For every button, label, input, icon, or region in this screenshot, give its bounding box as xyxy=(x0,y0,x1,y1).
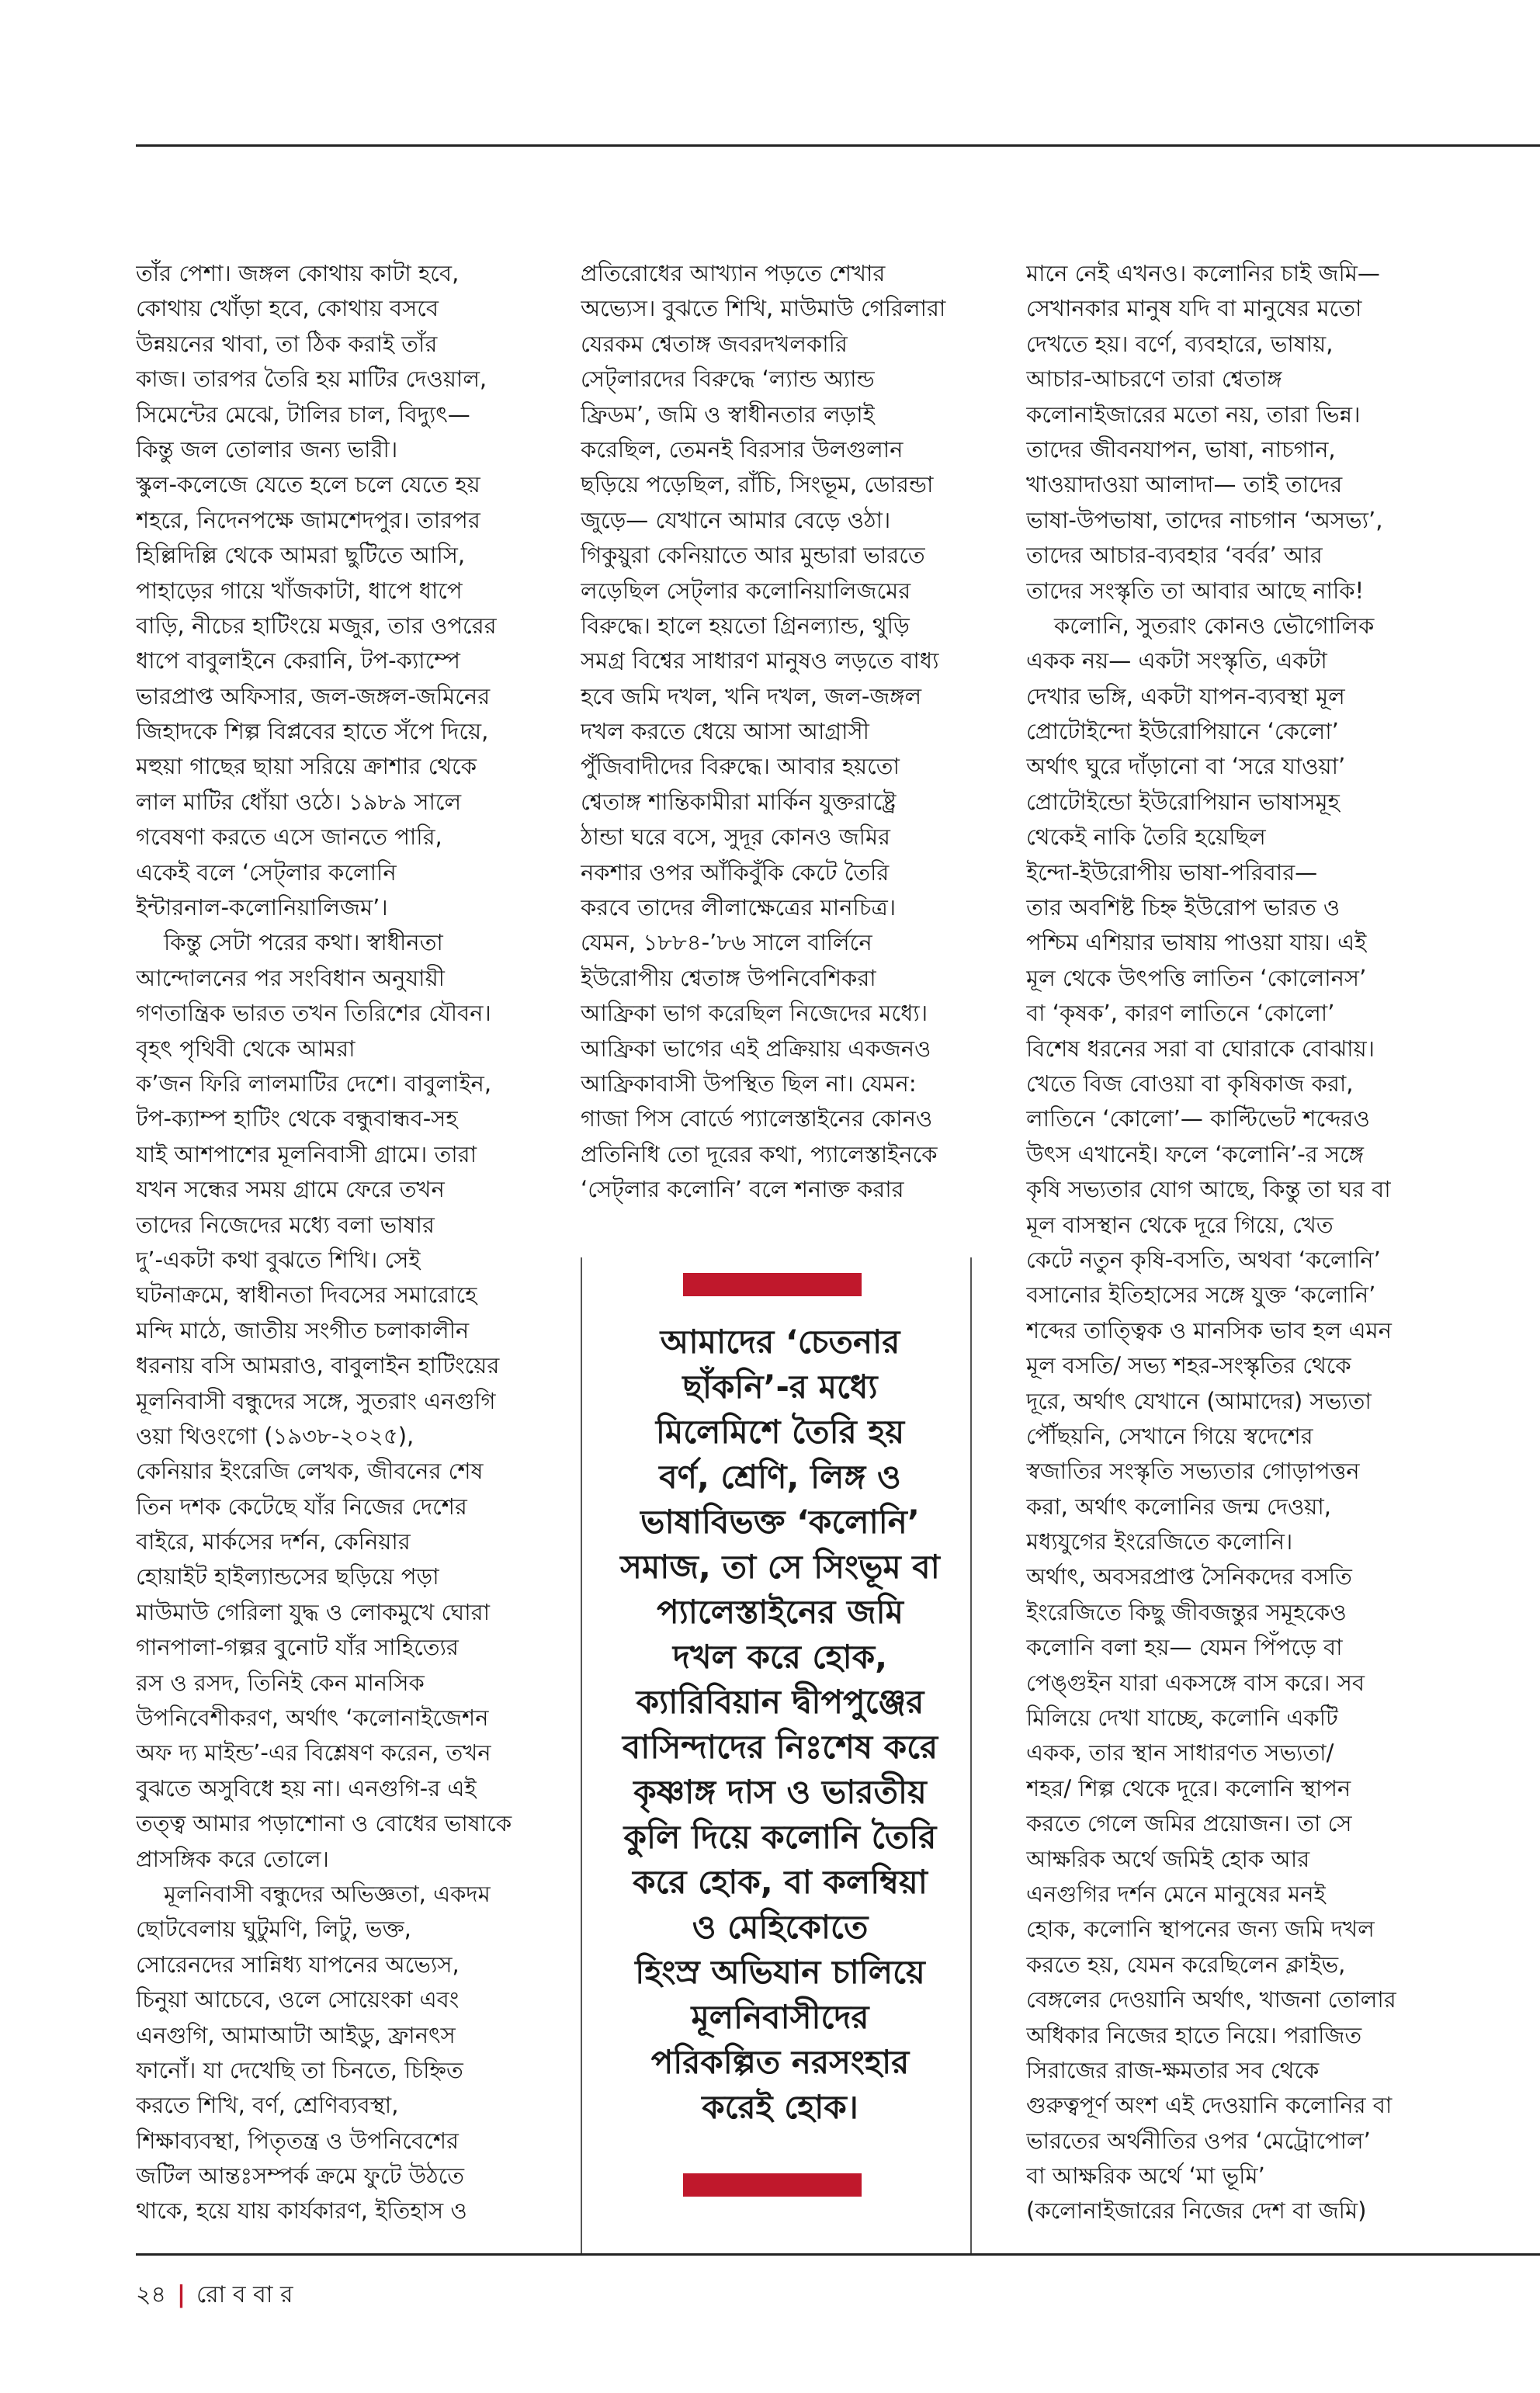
text-line: স্কুল-কলেজে যেতে হলে চলে যেতে হয় xyxy=(136,471,480,498)
text-line: বা ‘কৃষক’, কারণ লাতিনে ‘কোলো’ xyxy=(1026,1000,1335,1027)
text-line: অধিকার নিজের হাতে নিয়ে। পরাজিত xyxy=(1026,2021,1362,2048)
text-line: থাকে, হয়ে যায় কার্যকারণ, ইতিহাস ও xyxy=(136,2197,467,2225)
text-line: হোয়াইট হাইল্যান্ডসের ছড়িয়ে পড়া xyxy=(136,1563,439,1590)
text-line: তাদের সংস্কৃতি তা আবার আছে নাকি! xyxy=(1026,577,1365,604)
pullquote-line: ছাঁকনি’-র মধ্যে xyxy=(682,1368,878,1406)
text-line: ধাপে বাবুলাইনে কেরানি, টপ-ক্যাম্পে xyxy=(136,647,460,675)
text-line: কাজ। তারপর তৈরি হয় মাটির দেওয়াল, xyxy=(136,366,487,393)
magazine-name: রো ব বা র xyxy=(196,2281,293,2308)
pullquote-line: ও মেহিকোতে xyxy=(692,1908,869,1946)
text-line: জুড়ে— যেখানে আমার বেড়ে ওঠা। xyxy=(581,506,891,533)
text-line: দেখার ভঙ্গি, একটা যাপন-ব্যবস্থা মূল xyxy=(1026,682,1345,709)
text-line: হিল্লিদিল্লি থেকে আমরা ছুটিতে আসি, xyxy=(136,542,466,569)
pullquote-line: মূলনিবাসীদের xyxy=(691,1998,869,2036)
text-line: ভারতের অর্থনীতির ওপর ‘মেট্রোপোল’ xyxy=(1026,2127,1371,2154)
pullquote-line: হিংস্র অভিযান চালিয়ে xyxy=(635,1953,925,1991)
column-divider xyxy=(581,1257,582,2255)
text-line: খাওয়াদাওয়া আলাদা— তাই তাদের xyxy=(1026,471,1343,498)
text-line: সোরেনদের সান্নিধ্য যাপনের অভ্যেস, xyxy=(136,1951,460,1978)
text-line: তার অবশিষ্ট চিহ্ন ইউরোপ ভারত ও xyxy=(1026,894,1341,921)
text-line: বৃহৎ পৃথিবী থেকে আমরা xyxy=(136,1035,356,1062)
text-line: মধ্যযুগের ইংরেজিতে কলোনি। xyxy=(1026,1528,1293,1555)
article-column-3 xyxy=(1026,256,1422,2229)
text-line: অভ্যেস। বুঝতে শিখি, মাউমাউ গেরিলারা xyxy=(581,295,946,322)
text-line: যখন সন্ধের সময় গ্রামে ফেরে তখন xyxy=(136,1176,445,1203)
text-line: একক নয়— একটা সংস্কৃতি, একটা xyxy=(1026,647,1327,675)
text-line: দেখতে হয়। বর্ণে, ব্যবহারে, ভাষায়, xyxy=(1026,330,1334,357)
text-line: গিকুয়ুরা কেনিয়াতে আর মুন্ডারা ভারতে xyxy=(581,542,925,569)
pullquote-line: করে হোক, বা কলম্বিয়া xyxy=(633,1863,928,1901)
text-line: হোক, কলোনি স্থাপনের জন্য জমি দখল xyxy=(1026,1916,1375,1943)
text-line: কেটে নতুন কৃষি-বসতি, অথবা ‘কলোনি’ xyxy=(1026,1246,1381,1273)
text-line: চিনুয়া আচেবে, ওলে সোয়েংকা এবং xyxy=(136,1986,460,2013)
text-line: উৎস এখানেই। ফলে ‘কলোনি’-র সঙ্গে xyxy=(1026,1140,1364,1167)
article-column-2 xyxy=(581,256,976,1208)
pullquote-line: বর্ণ, শ্রেণি, লিঙ্গ ও xyxy=(659,1458,901,1496)
top-rule xyxy=(136,144,1540,147)
text-line: স্বজাতির সংস্কৃতি সভ্যতার গোড়াপত্তন xyxy=(1026,1458,1360,1485)
text-line: শব্দের তাত্ত্বিক ও মানসিক ভাব হল এমন xyxy=(1026,1316,1392,1344)
text-line: প্রাসঙ্গিক করে তোলে। xyxy=(136,1845,329,1872)
text-line: সেট্‌লারদের বিরুদ্ধে ‘ল্যান্ড অ্যান্ড xyxy=(581,366,875,393)
text-line: সিরাজের রাজ-ক্ষমতার সব থেকে xyxy=(1026,2056,1320,2083)
text-line: মিলিয়ে দেখা যাচ্ছে, কলোনি একটি xyxy=(1026,1705,1338,1732)
text-line: মানে নেই এখনও। কলোনির চাই জমি— xyxy=(1026,260,1380,286)
text-line: তাদের জীবনযাপন, ভাষা, নাচগান, xyxy=(1026,435,1336,463)
text-line: কলোনি, সুতরাং কোনও ভৌগোলিক xyxy=(1054,612,1375,639)
text-line: করতে হয়, যেমন করেছিলেন ক্লাইভ, xyxy=(1026,1951,1346,1978)
text-line: প্রোটোইন্দো ইউরোপিয়ানে ‘কেলো’ xyxy=(1026,718,1339,745)
text-line: ধরনায় বসি আমরাও, বাবুলাইন হাটিংয়ের xyxy=(136,1352,500,1379)
column-divider xyxy=(970,1257,972,2255)
text-line: তাঁর পেশা। জঙ্গল কোথায় কাটা হবে, xyxy=(136,260,460,286)
text-line: করতে গেলে জমির প্রয়োজন। তা সে xyxy=(1026,1810,1352,1837)
text-line: রস ও রসদ, তিনিই কেন মানসিক xyxy=(136,1669,425,1696)
pull-quote xyxy=(598,1320,962,2130)
text-line: বেঙ্গলের দেওয়ানি অর্থাৎ, খাজনা তোলার xyxy=(1026,1986,1396,2013)
pullquote-line: দখল করে হোক, xyxy=(672,1638,888,1676)
text-line: জটিল আন্তঃসম্পর্ক ক্রমে ফুটে উঠতে xyxy=(136,2162,464,2190)
text-line: বুঝতে অসুবিধে হয় না। এনগুগি-র এই xyxy=(136,1774,477,1802)
text-line: সেখানকার মানুষ যদি বা মানুষের মতো xyxy=(1026,295,1362,322)
text-line: তিন দশক কেটেছে যাঁর নিজের দেশের xyxy=(136,1493,467,1520)
text-line: ফ্রিডম’, জমি ও স্বাধীনতার লড়াই xyxy=(581,401,875,428)
text-line: টপ-ক্যাম্প হাটিং থেকে বন্ধুবান্ধব-সহ xyxy=(136,1105,458,1132)
page-footer xyxy=(136,2276,293,2315)
text-line: সমগ্র বিশ্বের সাধারণ মানুষও লড়তে বাধ্য xyxy=(581,647,939,675)
text-line: ভাষা-উপভাষা, তাদের নাচগান ‘অসভ্য’, xyxy=(1026,506,1383,533)
text-line: ঘটনাক্রমে, স্বাধীনতা দিবসের সমারোহে xyxy=(136,1281,477,1309)
text-line: করা, অর্থাৎ কলোনির জন্ম দেওয়া, xyxy=(1026,1493,1332,1520)
text-line: তাদের নিজেদের মধ্যে বলা ভাষার xyxy=(136,1211,435,1238)
text-line: লাল মাটির ধোঁয়া ওঠে। ১৯৮৯ সালে xyxy=(136,788,462,815)
text-line: কৃষি সভ্যতার যোগ আছে, কিন্তু তা ঘর বা xyxy=(1026,1176,1391,1203)
text-line: উন্নয়নের থাবা, তা ঠিক করাই তাঁর xyxy=(136,330,438,357)
text-line: তত্ত্ব আমার পড়াশোনা ও বোধের ভাষাকে xyxy=(136,1810,512,1837)
pullquote-line: কুলি দিয়ে কলোনি তৈরি xyxy=(623,1818,937,1856)
text-line: নকশার ওপর আঁকিবুঁকি কেটে তৈরি xyxy=(581,858,890,886)
text-line: প্রতিনিধি তো দূরের কথা, প্যালেস্তাইনকে xyxy=(581,1140,938,1167)
footer-separator: | xyxy=(176,2281,186,2308)
text-line: পৌঁছয়নি, সেখানে গিয়ে স্বদেশের xyxy=(1026,1422,1313,1449)
text-line: বসানোর ইতিহাসের সঙ্গে যুক্ত ‘কলোনি’ xyxy=(1026,1281,1376,1309)
pullquote-line: প্যালেস্তাইনের জমি xyxy=(657,1593,904,1631)
text-line: মূলনিবাসী বন্ধুদের সঙ্গে, সুতরাং এনগুগি xyxy=(136,1387,496,1414)
text-line: কিন্তু জল তোলার জন্য ভারী। xyxy=(136,435,398,463)
text-line: মন্দি মাঠে, জাতীয় সংগীত চলাকালীন xyxy=(136,1316,470,1344)
pullquote-line: আমাদের ‘চেতনার xyxy=(660,1323,900,1361)
text-line: ইন্টারনাল-কলোনিয়ালিজম’। xyxy=(136,894,388,921)
text-line: পেঙ্গুইন যারা একসঙ্গে বাস করে। সব xyxy=(1026,1669,1365,1696)
text-line: মহুয়া গাছের ছায়া সরিয়ে ক্রাশার থেকে xyxy=(136,753,477,780)
text-line: থেকেই নাকি তৈরি হয়েছিল xyxy=(1026,824,1266,851)
text-line: অর্থাৎ, অবসরপ্রাপ্ত সৈনিকদের বসতি xyxy=(1026,1563,1352,1590)
text-line: আক্ষরিক অর্থে জমিই হোক আর xyxy=(1026,1845,1310,1872)
text-line: বাড়ি, নীচের হাটিংয়ে মজুর, তার ওপরের xyxy=(136,612,497,639)
text-line: তাদের আচার-ব্যবহার ‘বর্বর’ আর xyxy=(1026,542,1323,569)
text-line: মাউমাউ গেরিলা যুদ্ধ ও লোকমুখে ঘোরা xyxy=(136,1598,490,1625)
text-line: ইন্দো-ইউরোপীয় ভাষা-পরিবার— xyxy=(1026,858,1318,886)
pullquote-line: ক্যারিবিয়ান দ্বীপপুঞ্জের xyxy=(636,1683,924,1721)
text-line: হবে জমি দখল, খনি দখল, জল-জঙ্গল xyxy=(581,682,922,709)
text-line: বিশেষ ধরনের সরা বা ঘোরাকে বোঝায়। xyxy=(1026,1035,1375,1062)
text-line: গানপালা-গল্পর বুনোট যাঁর সাহিত্যের xyxy=(136,1634,459,1661)
text-line: যাই আশপাশের মূলনিবাসী গ্রামে। তারা xyxy=(136,1140,477,1167)
text-line: জিহাদকে শিল্প বিপ্লবের হাতে সঁপে দিয়ে, xyxy=(136,718,489,745)
text-line: ওয়া থিওংগো (১৯৩৮-২০২৫), xyxy=(136,1422,414,1449)
text-line: শহরে, নিদেনপক্ষে জামশেদপুর। তারপর xyxy=(136,506,480,533)
text-line: ইউরোপীয় শ্বেতাঙ্গ উপনিবেশিকরা xyxy=(581,964,876,991)
pullquote-top-bar xyxy=(683,1273,862,1296)
text-line: উপনিবেশীকরণ, অর্থাৎ ‘কলোনাইজেশন xyxy=(136,1705,489,1732)
text-line: প্রোটোইন্ডো ইউরোপিয়ান ভাষাসমূহ xyxy=(1026,788,1340,815)
pullquote-line: কৃষ্ণাঙ্গ দাস ও ভারতীয় xyxy=(633,1773,927,1811)
text-line: আন্দোলনের পর সংবিধান অনুযায়ী xyxy=(136,964,445,991)
text-line: পাহাড়ের গায়ে খাঁজকাটা, ধাপে ধাপে xyxy=(136,577,463,604)
text-line: সিমেন্টের মেঝে, টালির চাল, বিদ্যুৎ— xyxy=(136,401,470,428)
text-line: কলোনাইজারের মতো নয়, তারা ভিন্ন। xyxy=(1026,401,1361,428)
text-line: মূল থেকে উৎপত্তি লাতিন ‘কোলোনস’ xyxy=(1026,964,1367,991)
text-line: বিরুদ্ধে। হালে হয়তো গ্রিনল্যান্ড, থুড়ি xyxy=(581,612,910,639)
pullquote-line: সমাজ, তা সে সিংভূম বা xyxy=(620,1548,940,1586)
text-line: দখল করতে ধেয়ে আসা আগ্রাসী xyxy=(581,718,869,745)
text-line: গণতান্ত্রিক ভারত তখন তিরিশের যৌবন। xyxy=(136,1000,491,1027)
text-line: দূরে, অর্থাৎ যেখানে (আমাদের) সভ্যতা xyxy=(1026,1387,1372,1414)
text-line: শহর/ শিল্প থেকে দূরে। কলোনি স্থাপন xyxy=(1026,1774,1351,1802)
bottom-rule xyxy=(136,2253,1540,2256)
article-column-1 xyxy=(136,256,532,2229)
page-number: ২৪ xyxy=(136,2281,166,2308)
text-line: একক, তার স্থান সাধারণত সভ্যতা/ xyxy=(1026,1739,1334,1767)
text-line: গবেষণা করতে এসে জানতে পারি, xyxy=(136,824,442,851)
pullquote-line: বাসিন্দাদের নিঃশেষ করে xyxy=(622,1728,938,1766)
text-line: লড়েছিল সেট্‌লার কলোনিয়ালিজমের xyxy=(581,577,911,604)
text-line: গুরুত্বপূর্ণ অংশ এই দেওয়ানি কলোনির বা xyxy=(1026,2092,1393,2119)
text-line: আফ্রিকা ভাগ করেছিল নিজেদের মধ্যে। xyxy=(581,1000,928,1027)
text-line: লাতিনে ‘কোলো’— কাল্টিভেট শব্দেরও xyxy=(1026,1105,1370,1132)
text-line: পশ্চিম এশিয়ার ভাষায় পাওয়া যায়। এই xyxy=(1026,929,1367,956)
text-line: কেনিয়ার ইংরেজি লেখক, জীবনের শেষ xyxy=(136,1458,484,1485)
text-line: একেই বলে ‘সেট্‌লার কলোনি xyxy=(136,858,397,886)
text-line: (কলোনাইজারের নিজের দেশ বা জমি) xyxy=(1026,2197,1367,2225)
text-line: খেতে বিজ বোওয়া বা কৃষিকাজ করা, xyxy=(1026,1070,1354,1097)
text-line: এনগুগির দর্শন মেনে মানুষের মনই xyxy=(1026,1880,1326,1907)
text-line: গাজা পিস বোর্ডে প্যালেস্তাইনের কোনও xyxy=(581,1105,933,1132)
text-line: ইংরেজিতে কিছু জীবজন্তুর সমূহকেও xyxy=(1026,1598,1347,1625)
text-line: আফ্রিকাবাসী উপস্থিত ছিল না। যেমন: xyxy=(581,1070,917,1097)
text-line: মূল বসতি/ সভ্য শহর-সংস্কৃতির থেকে xyxy=(1026,1352,1351,1379)
pullquote-line: করেই হোক। xyxy=(702,2088,858,2126)
text-line: পুঁজিবাদীদের বিরুদ্ধে। আবার হয়তো xyxy=(581,753,900,780)
text-line: শ্বেতাঙ্গ শান্তিকামীরা মার্কিন যুক্তরাষ্ট্রে xyxy=(581,788,897,815)
text-line: করবে তাদের লীলাক্ষেত্রের মানচিত্র। xyxy=(581,894,897,921)
text-line: মূল বাসস্থান থেকে দূরে গিয়ে, খেত xyxy=(1026,1211,1334,1238)
text-line: ক’জন ফিরি লালমাটির দেশে। বাবুলাইন, xyxy=(136,1070,492,1097)
text-line: এনগুগি, আমাআটা আইডু, ফ্রানৎস xyxy=(136,2021,456,2048)
text-line: কিন্তু সেটা পরের কথা। স্বাধীনতা xyxy=(164,929,443,956)
pullquote-line: পরিকল্পিত নরসংহার xyxy=(650,2043,910,2081)
text-line: ভারপ্রাপ্ত অফিসার, জল-জঙ্গল-জমিনের xyxy=(136,682,491,709)
text-line: কলোনি বলা হয়— যেমন পিঁপড়ে বা xyxy=(1026,1634,1343,1661)
text-line: আফ্রিকা ভাগের এই প্রক্রিয়ায় একজনও xyxy=(581,1035,931,1062)
text-line: ছড়িয়ে পড়েছিল, রাঁচি, সিংভূম, ডোরন্ডা xyxy=(581,471,934,498)
text-line: যেমন, ১৮৮৪-’৮৬ সালে বার্লিনে xyxy=(581,929,872,956)
pullquote-line: ভাষাবিভক্ত ‘কলোনি’ xyxy=(640,1503,920,1541)
text-line: দু’-একটা কথা বুঝতে শিখি। সেই xyxy=(136,1246,421,1273)
text-line: ‘সেট্‌লার কলোনি’ বলে শনাক্ত করার xyxy=(581,1176,904,1203)
text-line: কোথায় খোঁড়া হবে, কোথায় বসবে xyxy=(136,295,439,322)
pullquote-line: মিলেমিশে তৈরি হয় xyxy=(655,1413,905,1451)
text-line: করতে শিখি, বর্ণ, শ্রেণিব্যবস্থা, xyxy=(136,2092,399,2119)
text-line: শিক্ষাব্যবস্থা, পিতৃতন্ত্র ও উপনিবেশের xyxy=(136,2127,459,2154)
text-line: অফ দ্য মাইন্ড’-এর বিশ্লেষণ করেন, তখন xyxy=(136,1739,491,1767)
text-line: অর্থাৎ ঘুরে দাঁড়ানো বা ‘সরে যাওয়া’ xyxy=(1026,753,1346,780)
text-line: মূলনিবাসী বন্ধুদের অভিজ্ঞতা, একদম xyxy=(164,1880,491,1907)
text-line: বাইরে, মার্কসের দর্শন, কেনিয়ার xyxy=(136,1528,411,1555)
text-line: আচার-আচরণে তারা শ্বেতাঙ্গ xyxy=(1026,366,1282,393)
text-line: প্রতিরোধের আখ্যান পড়তে শেখার xyxy=(581,260,886,286)
pullquote-bottom-bar xyxy=(683,2173,862,2197)
text-line: যেরকম শ্বেতাঙ্গ জবরদখলকারি xyxy=(581,330,848,357)
text-line: ফানোঁ। যা দেখেছি তা চিনতে, চিহ্নিত xyxy=(136,2056,463,2083)
text-line: করেছিল, তেমনই বিরসার উলগুলান xyxy=(581,435,904,463)
text-line: বা আক্ষরিক অর্থে ‘মা ভূমি’ xyxy=(1026,2162,1265,2190)
text-line: ছোটবেলায় ঘুটুমণি, লিটু, ভক্ত, xyxy=(136,1916,411,1943)
text-line: ঠান্ডা ঘরে বসে, সুদূর কোনও জমির xyxy=(581,824,891,851)
